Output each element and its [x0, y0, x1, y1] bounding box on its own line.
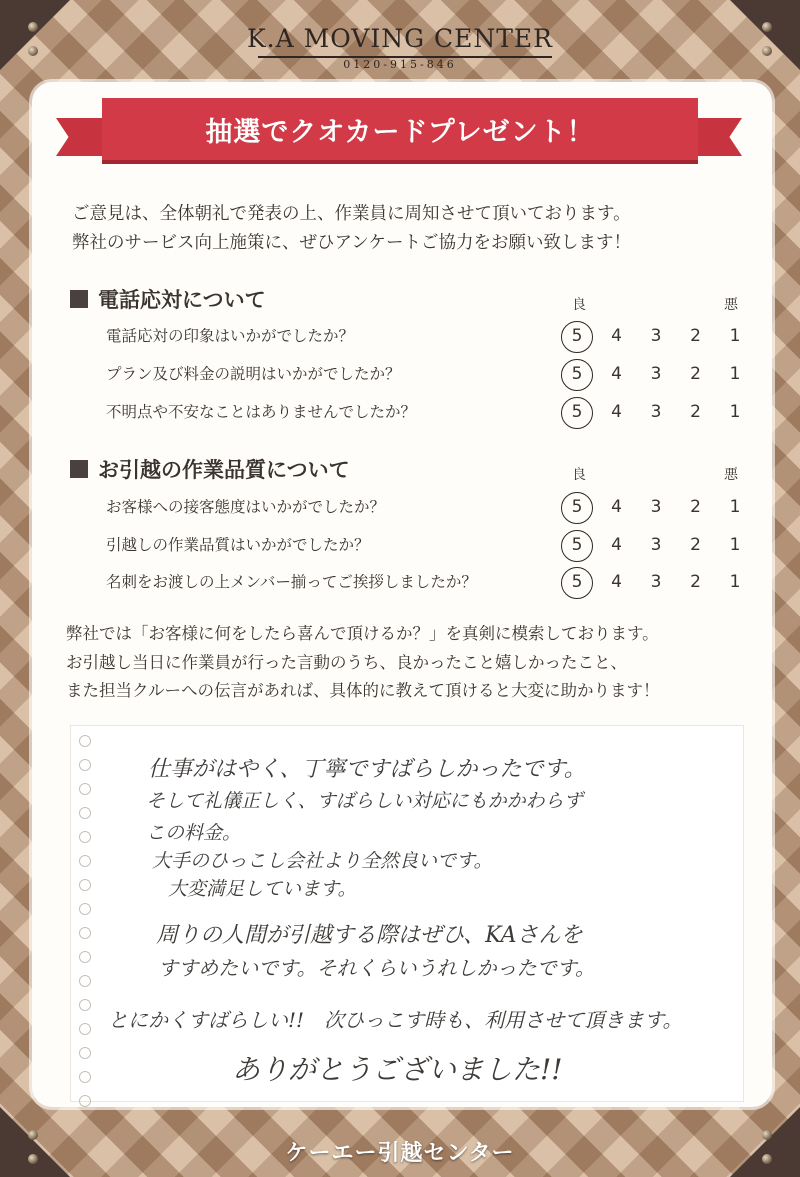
rating-option[interactable]: 3: [650, 497, 662, 517]
rating-option[interactable]: 1: [729, 497, 741, 517]
hole-icon: [79, 999, 91, 1011]
hole-icon: [79, 975, 91, 987]
rating-scale[interactable]: [568, 497, 744, 517]
handwritten-line: そして礼儀正しく、すばらしい対応にもかかわらず: [146, 790, 583, 812]
handwritten-line: 大変満足しています。: [168, 878, 357, 900]
rating-scale[interactable]: [568, 364, 744, 384]
hole-icon: [79, 1071, 91, 1083]
rating-option[interactable]: 2: [690, 572, 701, 592]
rating-option[interactable]: 2: [690, 402, 701, 422]
rating-option[interactable]: 4: [611, 572, 622, 592]
rating-option-selected[interactable]: 5: [568, 572, 586, 592]
hole-icon: [79, 783, 91, 795]
question-text: プラン及び料金の説明はいかがでしたか？: [106, 365, 401, 383]
rating-option[interactable]: 4: [611, 497, 622, 517]
rating-option[interactable]: 3: [650, 535, 662, 555]
rating-option[interactable]: 3: [650, 402, 662, 422]
hole-icon: [79, 807, 91, 819]
scale-label-bad: 悪: [724, 467, 738, 483]
square-bullet-icon: [70, 460, 88, 478]
rating-option[interactable]: 1: [729, 402, 741, 422]
rating-option[interactable]: 4: [611, 402, 622, 422]
question-text: 電話応対の印象はいかがでしたか？: [106, 327, 355, 345]
intro-line: 弊社のサービス向上施策に、ぜひアンケートご協力をお願い致します！: [72, 233, 631, 253]
hole-icon: [79, 1023, 91, 1035]
banner-title: 抽選でクオカードプレゼント！: [102, 98, 698, 160]
rating-option[interactable]: 3: [650, 364, 662, 384]
rating-option[interactable]: 2: [690, 535, 701, 555]
rating-option-selected[interactable]: 5: [568, 535, 586, 555]
hole-icon: [79, 951, 91, 963]
section-title: 電話応対について: [98, 288, 266, 312]
handwritten-line: 仕事がはやく、丁寧ですばらしかったです。: [148, 757, 586, 782]
handwritten-line: すすめたいです。それくらいうれしかったです。: [158, 956, 595, 980]
handwritten-line: 周りの人間が引越する際はぜひ、KAさんを: [156, 923, 583, 948]
section-heading-phone: [70, 284, 266, 314]
hole-icon: [79, 879, 91, 891]
comment-instructions-line: 弊社では「お客様に何をしたら喜んで頂けるか？」を真剣に模索しております。: [66, 624, 659, 643]
rating-option[interactable]: 2: [690, 326, 701, 346]
scale-label-good: 良: [572, 297, 586, 313]
handwritten-line: 大手のひっこし会社より全然良いです。: [152, 850, 493, 872]
rating-option-selected[interactable]: 5: [568, 326, 586, 346]
rating-scale[interactable]: [568, 326, 744, 346]
square-bullet-icon: [70, 290, 88, 308]
rating-option[interactable]: 4: [611, 535, 622, 555]
rating-option[interactable]: 3: [650, 572, 662, 592]
footer-company-name: ケーエー引越センター: [285, 1141, 515, 1166]
rating-option[interactable]: 1: [729, 326, 741, 346]
binder-holes: [79, 735, 93, 1095]
rating-option[interactable]: 2: [690, 364, 701, 384]
question-text: 名刺をお渡しの上メンバー揃ってご挨拶しましたか？: [106, 573, 477, 591]
comment-instructions-line: また担当クルーへの伝言があれば、具体的に教えて頂けると大変に助かります！: [66, 681, 660, 700]
comment-instructions: [66, 620, 756, 706]
intro-text: [72, 200, 752, 258]
handwritten-line: ありがとうございました!!: [232, 1053, 563, 1086]
rating-option[interactable]: 1: [729, 364, 741, 384]
hole-icon: [79, 855, 91, 867]
rating-option-selected[interactable]: 5: [568, 402, 586, 422]
rating-scale[interactable]: [568, 572, 744, 592]
hole-icon: [79, 1047, 91, 1059]
hole-icon: [79, 1095, 91, 1107]
scale-label-bad: 悪: [724, 297, 738, 313]
section-heading-work-quality: [70, 454, 350, 484]
rating-scale[interactable]: [568, 535, 744, 555]
question-text: 不明点や不安なことはありませんでしたか？: [106, 403, 417, 421]
rating-option[interactable]: 3: [650, 326, 662, 346]
question-text: お客様への接客態度はいかがでしたか？: [106, 498, 386, 516]
rating-option[interactable]: 1: [729, 535, 741, 555]
section-title: お引越の作業品質について: [98, 458, 350, 482]
hole-icon: [79, 903, 91, 915]
hole-icon: [79, 735, 91, 747]
hole-icon: [79, 927, 91, 939]
intro-line: ご意見は、全体朝礼で発表の上、作業員に周知させて頂いております。: [72, 204, 631, 224]
company-title: K.A MOVING CENTER: [246, 24, 553, 53]
rating-option[interactable]: 1: [729, 572, 741, 592]
rating-option-selected[interactable]: 5: [568, 364, 586, 384]
hole-icon: [79, 831, 91, 843]
handwritten-line: とにかくすばらしい!! 次ひっこす時も、利用させて頂きます。: [108, 1008, 683, 1032]
comment-instructions-line: お引越し当日に作業員が行った言動のうち、良かったこと嬉しかったこと、: [66, 652, 627, 672]
handwritten-line: この料金。: [146, 822, 242, 844]
company-phone: 0120-915-846: [343, 58, 457, 71]
rating-option[interactable]: 2: [690, 497, 701, 517]
scale-label-good: 良: [572, 467, 586, 483]
hole-icon: [79, 759, 91, 771]
rating-option-selected[interactable]: 5: [568, 497, 586, 517]
rating-option[interactable]: 4: [611, 364, 622, 384]
question-text: 引越しの作業品質はいかがでしたか？: [106, 536, 370, 554]
rating-scale[interactable]: [568, 402, 744, 422]
rating-option[interactable]: 4: [611, 326, 622, 346]
